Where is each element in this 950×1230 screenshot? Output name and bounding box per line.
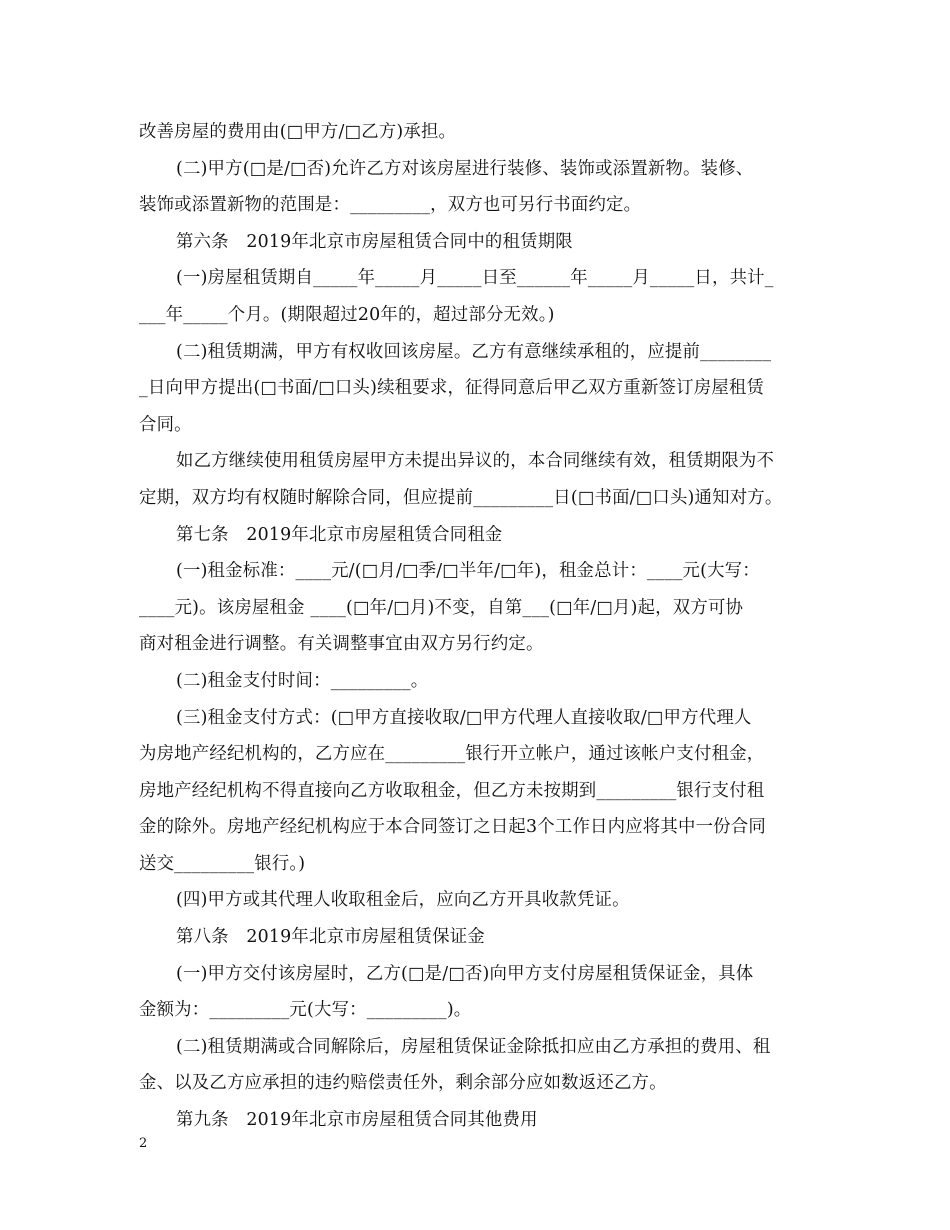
text-line: (四)甲方或其代理人收取租金后，应向乙方开具收款凭证。 <box>176 890 630 911</box>
text-line: 送交_________银行。) <box>139 853 306 874</box>
text-line: (二)甲方(□是/□否)允许乙方对该房屋进行装修、装饰或添置新物。装修、 <box>176 158 754 179</box>
section-heading-article-8: 第八条 2019年北京市房屋租赁保证金 <box>176 927 485 948</box>
text-line: 为房地产经纪机构的，乙方应在_________银行开立帐户，通过该帐户支付租金， <box>139 744 765 765</box>
text-line: (二)租赁期满或合同解除后，房屋租赁保证金除抵扣应由乙方承担的费用、租 <box>176 1036 771 1057</box>
text-line: (二)租金支付时间：_________。 <box>176 670 429 691</box>
text-line: 金的除外。房地产经纪机构应于本合同签订之日起3个工作日内应将其中一份合同 <box>139 817 766 838</box>
text-line: _日向甲方提出(□书面/□口头)续租要求，征得同意后甲乙双方重新签订房屋租赁 <box>139 378 765 399</box>
text-line: 改善房屋的费用由(□甲方/□乙方)承担。 <box>139 122 457 142</box>
document-body <box>139 114 829 1139</box>
text-line: (一)房屋租赁期自_____年_____月_____日至______年_____月_____日，共计_ <box>176 268 774 289</box>
text-line: 合同。 <box>139 414 192 435</box>
text-line: (三)租金支付方式：(□甲方直接收取/□甲方代理人直接收取/□甲方代理人 <box>176 707 752 728</box>
text-line: 装饰或添置新物的范围是：_________，双方也可另行书面约定。 <box>139 195 642 216</box>
text-line: 金额为：_________元(大写：_________)。 <box>139 1000 472 1021</box>
text-line: 商对租金进行调整。有关调整事宜由双方另行约定。 <box>139 634 544 655</box>
text-line: ____元)。该房屋租金 ____(□年/□月)不变，自第___(□年/□月)起，双方可协 <box>139 597 744 618</box>
text-line: (一)甲方交付该房屋时，乙方(□是/□否)向甲方支付房屋租赁保证金，具体 <box>176 963 754 984</box>
text-line: 金、以及乙方应承担的违约赔偿责任外，剩余部分应如数返还乙方。 <box>139 1073 667 1094</box>
section-heading-article-6: 第六条 2019年北京市房屋租赁合同中的租赁期限 <box>176 231 573 252</box>
section-heading-article-7: 第七条 2019年北京市房屋租赁合同租金 <box>176 524 503 545</box>
text-line: (一)租金标准：____元/(□月/□季/□半年/□年)，租金总计：____元(大写： <box>176 561 760 582</box>
text-line: 房地产经纪机构不得直接向乙方收取租金，但乙方未按期到_________银行支付租 <box>139 780 765 801</box>
page-number: 2 <box>139 1136 148 1151</box>
text-line: 如乙方继续使用租赁房屋甲方未提出异议的，本合同继续有效，租赁期限为不 <box>176 451 775 472</box>
text-line: 定期，双方均有权随时解除合同，但应提前_________日(□书面/□口头)通知对方。 <box>139 487 783 508</box>
text-line: ___年_____个月。(期限超过20年的，超过部分无效。) <box>139 304 555 325</box>
text-line: (二)租赁期满，甲方有权收回该房屋。乙方有意继续承租的，应提前________ <box>176 341 772 362</box>
section-heading-article-9: 第九条 2019年北京市房屋租赁合同其他费用 <box>176 1110 538 1131</box>
